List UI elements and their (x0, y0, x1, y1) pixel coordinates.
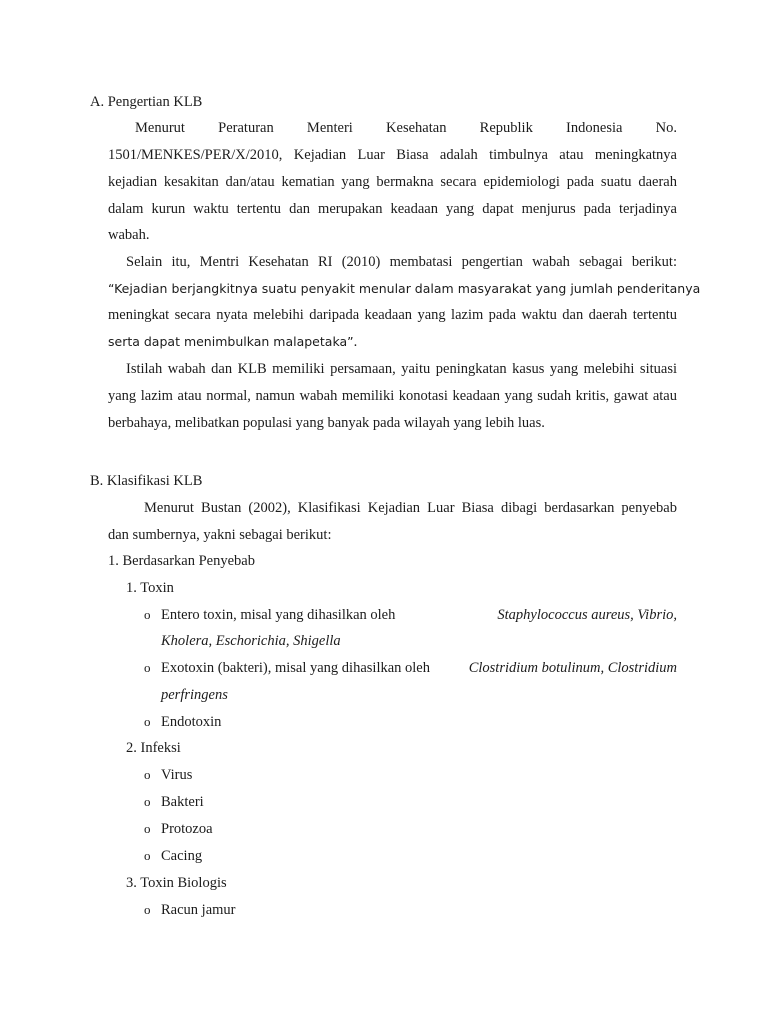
bullet-item-virus: Virus (161, 767, 193, 783)
bullet-item-protozoa: Protozoa (161, 821, 213, 837)
bullet-symbol: o (144, 902, 151, 917)
section-a-paragraph-2-line: Selain itu, Mentri Kesehatan RI (2010) membatasi pengertian wabah sebagai berikut: (126, 254, 677, 270)
section-a-paragraph-2-line (108, 332, 357, 352)
section-a-paragraph-3-line: Istilah wabah dan KLB memiliki persamaan, yaitu peningkatan kasus yang melebihi situasi (126, 361, 677, 377)
sublist-item-toxin-biologis: 3. Toxin Biologis (126, 875, 227, 891)
bullet-item-cacing: Cacing (161, 848, 203, 864)
section-b-intro-line: Menurut Bustan (2002), Klasifikasi Kejadian Luar Biasa dibagi berdasarkan penyebab (144, 500, 677, 516)
exotoxin-species: perfringens (161, 687, 228, 703)
bullet-symbol: o (144, 714, 151, 729)
section-a-paragraph-3-line: berbahaya, melibatkan populasi yang banyak pada wilayah yang lebih luas. (108, 415, 545, 431)
section-a-paragraph-3-line: yang lazim atau normal, namun wabah memiliki konotasi keadaan yang sudah kritis, gawat atau (108, 388, 677, 404)
entero-toxin-text: Entero toxin, misal yang dihasilkan oleh (161, 607, 396, 623)
section-a-paragraph-1-line: dalam kurun waktu tertentu dan merupakan keadaan yang dapat menjurus pada terjadinya (108, 201, 677, 217)
section-a-paragraph-1-line: kejadian kesakitan dan/atau kematian yang bermakna secara epidemiologi pada suatu daerah (108, 174, 677, 190)
bullet-item-exotoxin (161, 658, 677, 678)
entero-toxin-species: Staphylococcus aureus, Vibrio, (497, 607, 677, 623)
entero-toxin-species: Kholera, Eschorichia, Shigella (161, 633, 341, 649)
bullet-symbol: o (144, 607, 151, 622)
bullet-symbol: o (144, 848, 151, 863)
wabah-definition-quote: “Kejadian berjangkitnya suatu penyakit menular dalam masyarakat yang jumlah penderitanya (108, 281, 701, 296)
wabah-definition-quote: serta dapat menimbulkan malapetaka” (108, 334, 354, 349)
bullet-item-entero-toxin (161, 605, 677, 625)
bullet-symbol: o (144, 660, 151, 675)
section-a-paragraph-1-line: 1501/MENKES/PER/X/2010, Kejadian Luar Biasa adalah timbulnya atau meningkatnya (108, 147, 677, 163)
exotoxin-species: Clostridium botulinum, Clostridium (468, 660, 677, 676)
bullet-item-bakteri: Bakteri (161, 794, 204, 810)
section-a-paragraph-2-line: meningkat secara nyata melebihi daripada keadaan yang lazim pada waktu dan daerah tertentu (108, 307, 677, 323)
sublist-item-infeksi: 2. Infeksi (126, 740, 181, 756)
bullet-symbol: o (144, 794, 151, 809)
bullet-symbol: o (144, 821, 151, 836)
bullet-symbol: o (144, 767, 151, 782)
sentence-end: . (353, 334, 358, 350)
section-b-heading: B. Klasifikasi KLB (90, 473, 203, 489)
section-a-paragraph-1-line: wabah. (108, 227, 150, 243)
list-item-berdasarkan-penyebab: 1. Berdasarkan Penyebab (108, 553, 255, 569)
bullet-item-racun-jamur: Racun jamur (161, 902, 236, 918)
bullet-item-endotoxin: Endotoxin (161, 714, 222, 730)
sublist-item-toxin: 1. Toxin (126, 580, 174, 596)
exotoxin-text: Exotoxin (bakteri), misal yang dihasilkan oleh (161, 660, 430, 676)
section-a-heading: A. Pengertian KLB (90, 94, 203, 110)
section-a-paragraph-1-line: Menurut Peraturan Menteri Kesehatan Republik Indonesia No. (135, 120, 677, 136)
section-b-intro-line: dan sumbernya, yakni sebagai berikut: (108, 527, 332, 543)
